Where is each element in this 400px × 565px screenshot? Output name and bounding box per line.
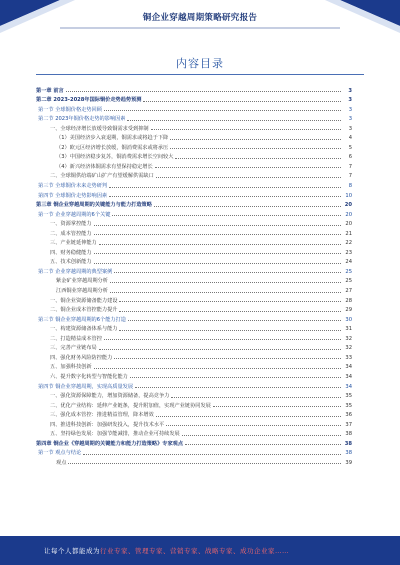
toc-entry[interactable] (36, 428, 352, 438)
toc-entry-title: 第四章 铜企业《穿越周期的关键能力和能力打造策略》专家观点 (36, 440, 184, 447)
toc-entry-title: （1）美国经济步入衰退期，铜需求或将趋于下降 (56, 135, 169, 142)
toc-entry-title: 第三章 铜企业穿越周期的关键能力与能力打造策略 (36, 202, 152, 209)
toc-entry-title: 第一节 观点与结论 (38, 450, 82, 457)
toc-entry[interactable] (36, 199, 352, 209)
toc-leader-dots (119, 330, 341, 331)
toc-leader-dots (171, 397, 341, 398)
footer-slogan (44, 546, 289, 555)
toc-entry-page: 30 (345, 316, 352, 323)
toc-entry-title: 一、资源掌控能力 (50, 221, 92, 228)
toc-leader-dots (156, 416, 341, 417)
toc-leader-dots (182, 435, 341, 436)
toc-entry-page: 20 (345, 211, 352, 218)
toc-entry-title: （4）新兴经济体铜需求有望保持稳定增长 (56, 163, 153, 170)
toc-entry[interactable] (36, 275, 352, 285)
toc-entry-page: 39 (345, 459, 352, 466)
toc-entry[interactable] (36, 218, 352, 228)
toc-entry[interactable] (36, 437, 352, 447)
toc-entry-page: 7 (348, 163, 352, 170)
toc-leader-dots (104, 339, 341, 340)
toc-entry-page: 10 (345, 192, 352, 199)
toc-entry-title: 第四节 铜企业穿越周期，实现高质量发展 (38, 383, 134, 390)
toc-entry-title: 五、技术创新能力 (50, 259, 92, 266)
toc-entry-title: 四、推进科技创新：加强研发投入，提升技术水平 (50, 421, 165, 428)
toc-entry[interactable] (36, 323, 352, 333)
toc-entry[interactable] (36, 189, 352, 199)
toc-entry[interactable] (36, 399, 352, 409)
toc-leader-dots (104, 110, 341, 111)
toc-leader-dots (110, 292, 341, 293)
toc-entry[interactable] (36, 141, 352, 151)
toc-leader-dots (127, 120, 341, 121)
toc-entry-title: 紫金矿业穿越周期分析 (56, 278, 108, 285)
toc-leader-dots (166, 425, 341, 426)
toc-entry[interactable] (36, 103, 352, 113)
toc-entry-page: 20 (345, 221, 352, 228)
toc-entry-title: 三、产业链延伸能力 (50, 240, 97, 247)
header-banner (0, 0, 400, 36)
toc-entry-page: 3 (348, 116, 352, 123)
toc-leader-dots (114, 272, 341, 273)
toc-entry-page: 32 (345, 335, 352, 342)
toc-entry-page: 5 (348, 144, 352, 151)
footer-slogan-accent: 行业专家、管理专家、营销专家、战略专家、成功企业家…… (100, 547, 289, 555)
toc-leader-dots (114, 358, 341, 359)
toc-entry-page: 25 (345, 268, 352, 275)
toc-entry-title: 三、强化成本管控：推进精益管理，降本增效 (50, 412, 154, 419)
toc-leader-dots (112, 215, 341, 216)
toc-leader-dots (94, 263, 341, 264)
report-title: 铜企业穿越周期策略研究报告 (142, 13, 258, 23)
toc-leader-dots (83, 454, 341, 455)
toc-entry-title: 第二章 2023-2028年国际铜价走势趋势预测 (36, 97, 142, 104)
toc-entry-title: 一、全球经济增长放缓导致铜需求受到抑制 (50, 125, 149, 132)
toc-entry-page: 29 (345, 307, 352, 314)
toc-entry-title: 二、优化产业结构：延伸产业链条，提升附加值，实现产业链协同发展 (50, 402, 211, 409)
toc-entry[interactable] (36, 294, 352, 304)
toc-leader-dots (143, 101, 341, 102)
toc-entry-page: 4 (348, 135, 352, 142)
toc-entry-page: 3 (348, 106, 352, 113)
toc-entry-title: 第三节 铜企业穿越周期的6个能力打造 (38, 316, 126, 323)
toc-entry[interactable] (36, 342, 352, 352)
toc-entry-title: 二、全球铜供给端矿山扩产有望缓解供需缺口 (50, 173, 154, 180)
toc-entry-page: 7 (348, 173, 352, 180)
toc-entry[interactable] (36, 227, 352, 237)
toc-entry-page: 36 (345, 412, 352, 419)
toc-entry-page: 21 (345, 230, 352, 237)
toc-entry-page: 24 (345, 259, 352, 266)
toc-entry[interactable] (36, 390, 352, 400)
toc-entry[interactable] (36, 160, 352, 170)
toc-entry-title: 二、打造精益成本管控 (50, 335, 102, 342)
toc-entry[interactable] (36, 380, 352, 390)
toc-entry-title: 二、成本管控能力 (50, 230, 92, 237)
toc-entry-page: 20 (344, 202, 352, 209)
toc-entry[interactable] (36, 170, 352, 180)
toc-entry[interactable] (36, 256, 352, 266)
toc-divider (36, 74, 364, 75)
toc-entry-page: 32 (345, 345, 352, 352)
toc-entry-title: 第一章 前言 (36, 87, 64, 94)
toc-entry-title: （3）中国经济稳步复苏，铜消费需求增长空间较大 (56, 154, 174, 161)
toc-entry-page: 34 (345, 383, 352, 390)
toc-entry-title: 六、提升数字化转型与智能化能力 (50, 373, 128, 380)
toc-entry-title: 一、铜企业资源储备能力建设 (50, 297, 118, 304)
toc-entry-title: 五、加强科技创新 (50, 364, 92, 371)
toc-entry-title: 五、坚持绿色发展：加强节能减排，推动企业可持续发展 (50, 431, 180, 438)
toc-entry[interactable] (36, 151, 352, 161)
toc-leader-dots (68, 463, 341, 464)
toc-entry-page: 37 (345, 421, 352, 428)
toc-entry-title: 三、完善产业链布局 (50, 345, 97, 352)
toc-leader-dots (99, 349, 341, 350)
toc-entry-title: 江西铜业穿越周期分析 (56, 288, 108, 295)
toc-leader-dots (135, 387, 341, 388)
toc-entry[interactable] (36, 132, 352, 142)
toc-entry-page: 34 (345, 373, 352, 380)
toc-entry-page: 38 (344, 440, 352, 447)
toc-entry-title: 第一节 全球铜价格走势回顾 (38, 106, 102, 113)
toc-entry[interactable] (36, 265, 352, 275)
toc-leader-dots (170, 139, 341, 140)
toc-leader-dots (94, 253, 341, 254)
footer-slogan-main: 让每个人都能成为 (44, 547, 100, 555)
toc-leader-dots (94, 368, 341, 369)
toc-leader-dots (99, 244, 341, 245)
toc-leader-dots (94, 234, 341, 235)
toc-entry-title: 第三节 全球铜价未来走势研判 (38, 183, 108, 190)
toc-entry[interactable] (36, 418, 352, 428)
toc-entry-title: （2）欧元区经济增长放缓，铜消费需求或将承压 (56, 144, 169, 151)
toc-entry[interactable] (36, 304, 352, 314)
toc-entry[interactable] (36, 313, 352, 323)
toc-entry-page: 3 (348, 97, 352, 104)
toc-entry[interactable] (36, 246, 352, 256)
toc-entry[interactable] (36, 84, 352, 94)
toc-entry[interactable] (36, 351, 352, 361)
toc-entry-page: 22 (345, 240, 352, 247)
toc-leader-dots (151, 129, 341, 130)
toc-entry-page: 28 (345, 297, 352, 304)
toc-entry-page: 6 (348, 154, 352, 161)
toc-entry-title: 二、铜企业成本管控能力提升 (50, 307, 118, 314)
toc-leader-dots (119, 301, 341, 302)
toc-leader-dots (175, 158, 341, 159)
toc-entry[interactable] (36, 456, 352, 466)
toc-leader-dots (130, 377, 341, 378)
toc-entry-page: 8 (348, 183, 352, 190)
toc-entry[interactable] (36, 332, 352, 342)
toc-entry-page: 33 (345, 354, 352, 361)
toc-heading: 内容目录 (176, 57, 224, 70)
toc-leader-dots (128, 320, 341, 321)
toc-entry-page: 35 (345, 402, 352, 409)
toc-entry-title: 观点 (56, 459, 67, 466)
toc-entry-title: 第一节 企业穿越周期的6个关键 (38, 211, 111, 218)
toc-entry-page: 38 (345, 431, 352, 438)
toc-entry[interactable] (36, 179, 352, 189)
toc-entry-page: 3 (348, 125, 352, 132)
toc-leader-dots (155, 167, 341, 168)
toc-entry[interactable] (36, 284, 352, 294)
toc-entry-title: 第四节 全球铜价走势影响因素 (38, 192, 108, 199)
toc-entry-page: 25 (345, 278, 352, 285)
toc-entry[interactable] (36, 122, 352, 132)
toc-entry[interactable] (36, 370, 352, 380)
toc-leader-dots (154, 206, 341, 207)
toc-entry-page: 27 (345, 288, 352, 295)
toc-leader-dots (66, 91, 341, 92)
toc-entry-page: 31 (345, 326, 352, 333)
toc-leader-dots (185, 444, 341, 445)
toc-leader-dots (109, 187, 341, 188)
toc-entry-page: 23 (345, 249, 352, 256)
toc-entry[interactable] (36, 208, 352, 218)
toc-entry[interactable] (36, 113, 352, 123)
toc-leader-dots (156, 177, 341, 178)
toc-entry-title: 四、强化财务风险防控能力 (50, 354, 113, 361)
toc-entry[interactable] (36, 237, 352, 247)
toc-entry[interactable] (36, 94, 352, 104)
toc-entry[interactable] (36, 447, 352, 457)
toc-entry-page: 38 (345, 450, 352, 457)
toc-entry-page: 35 (345, 393, 352, 400)
toc-entry-title: 第二节 企业穿越周期的典型案例 (38, 268, 113, 275)
toc-leader-dots (110, 282, 341, 283)
toc-entry-title: 第二节 2023年铜价格走势的影响因素 (38, 116, 126, 123)
toc-entry-page: 34 (345, 364, 352, 371)
toc-entry-page: 3 (348, 87, 352, 94)
toc-entry-title: 一、强化资源保障能力，增加资源储备，提高竞争力 (50, 393, 170, 400)
toc-entry-title: 一、构建资源储备体系与能力 (50, 326, 118, 333)
toc-leader-dots (170, 148, 341, 149)
toc-leader-dots (119, 311, 341, 312)
toc-leader-dots (109, 196, 341, 197)
toc-entry[interactable] (36, 409, 352, 419)
toc-leader-dots (94, 225, 341, 226)
toc-entry[interactable] (36, 361, 352, 371)
footer-banner (0, 536, 400, 565)
table-of-contents (36, 84, 352, 466)
toc-leader-dots (213, 406, 341, 407)
toc-entry-title: 四、财务稳健能力 (50, 249, 92, 256)
